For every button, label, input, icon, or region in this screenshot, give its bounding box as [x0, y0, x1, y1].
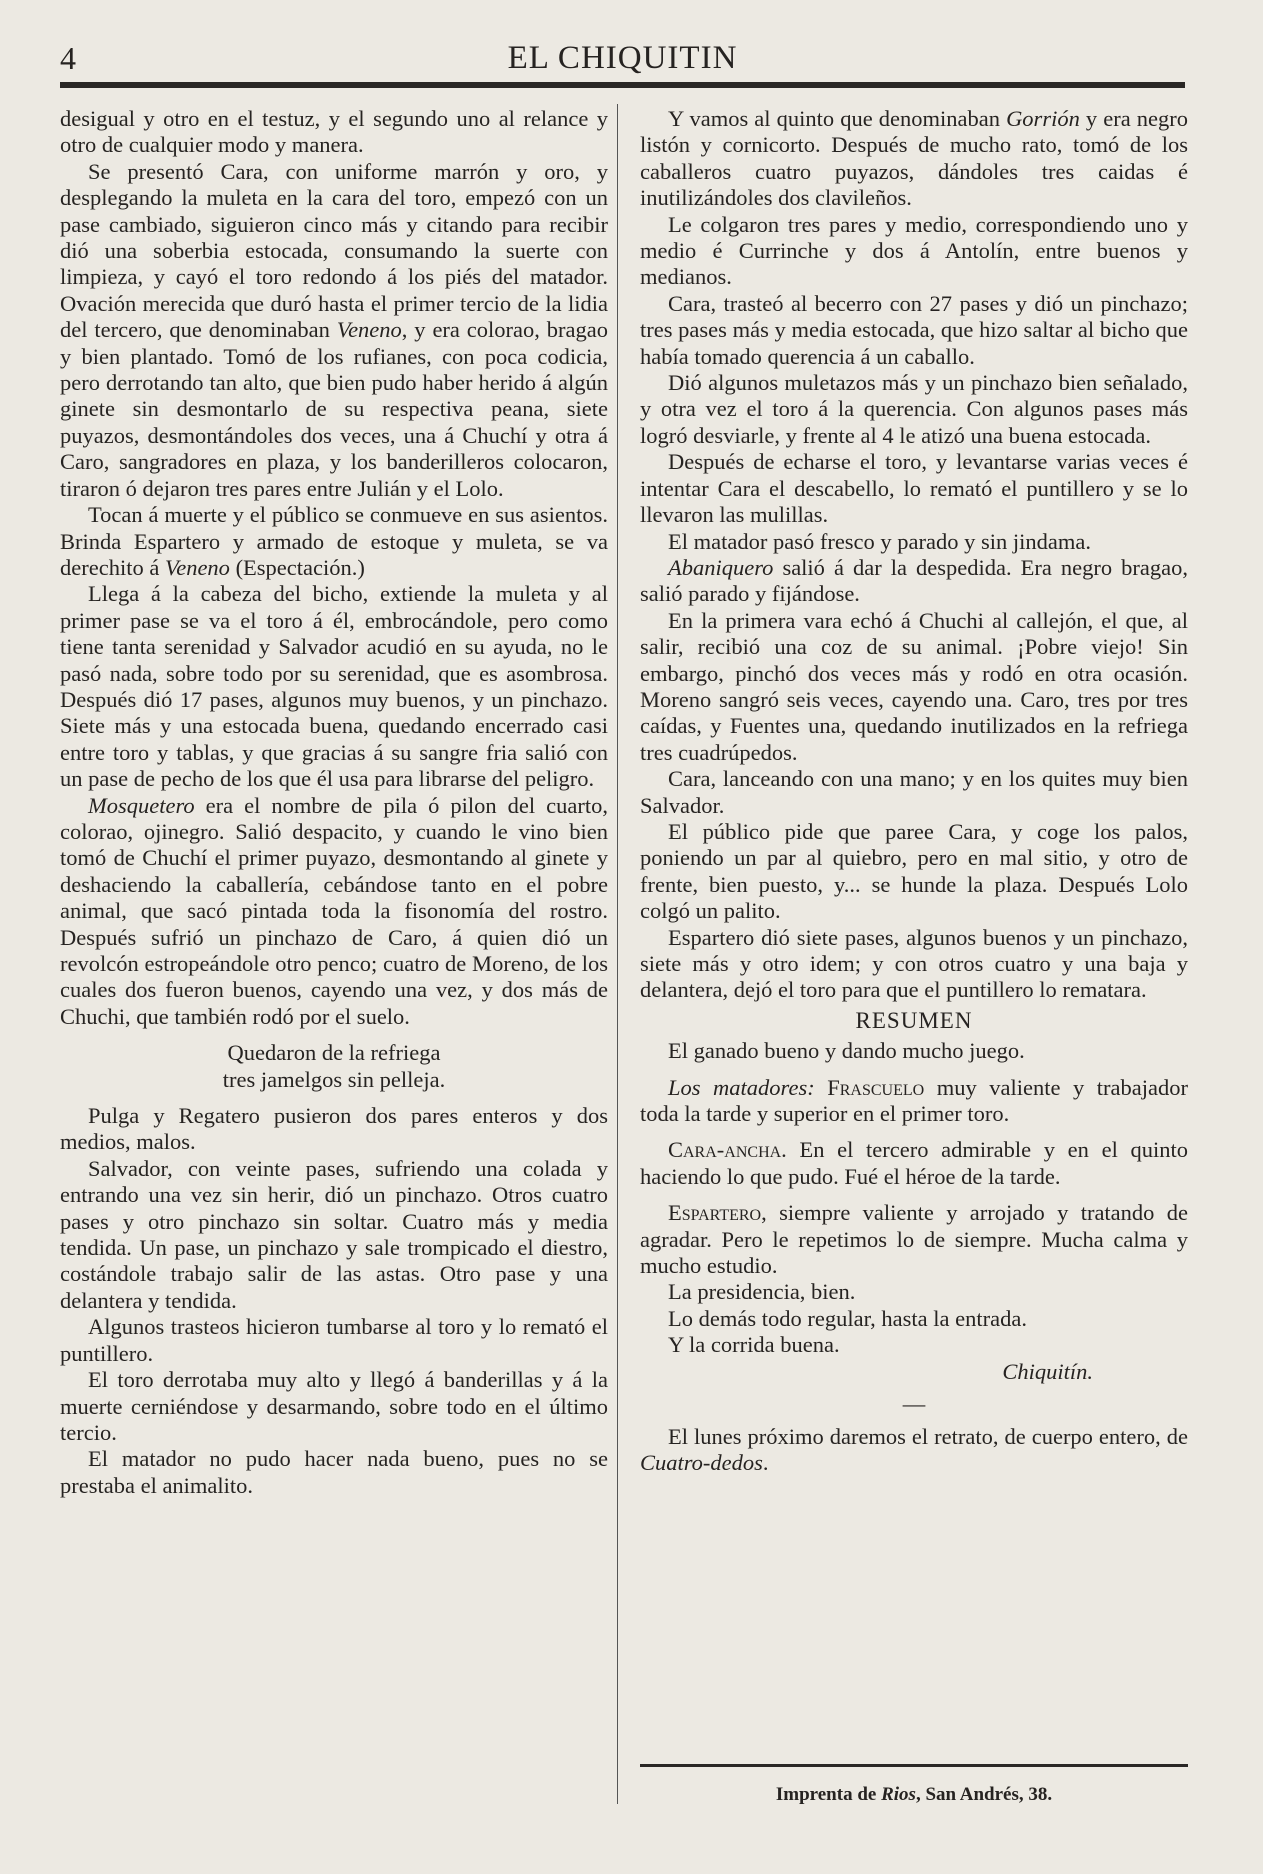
paragraph: El lunes próximo daremos el retrato, de cuerpo entero, de Cuatro-dedos. — [640, 1423, 1188, 1475]
bull-name: Veneno — [164, 554, 230, 580]
spacer — [640, 1190, 1188, 1200]
paragraph: Salvador, con veinte pases, sufriendo una colada y entrando una vez sin herir, dió un pinchazo. Otros cuatro pases y otro pinchazo sin soltar. Cuatro más y media tendida. Un pase, un pinchazo y sale trompicado el diestro, costándole trabajo salir de las astas. Otro pase y una delantera y tendida. — [60, 1155, 608, 1313]
summary-heading: RESUMEN — [855, 1007, 973, 1033]
bull-name: Abaniquero — [668, 554, 774, 580]
paragraph: Se presentó Cara, con uniforme marrón y oro, y desplegando la muleta en la cara del toro, empezó con un pase cambiado, siguieron cinco más y citando para recibir dió una soberbia estocada, consumando la suerte con limpieza, y cayó el toro redondo á los piés del matador. Ovación merecida que duró hasta el primer tercio de la lidia del tercero, que denominaban Veneno, y era colorao, bragao y bien plantado. Tomó de los rufianes, con poca codicia, pero derrotando tan alto, que bien pudo haber herido á algún ginete sin desmontarlo de su respectiva peana, siete puyazos, desmontándoles dos veces, una á Chuchí y otra á Caro, sangradores en plaza, y los banderilleros colocaron, tiraron ó dejaron tres pares entre Julián y el Lolo. — [60, 158, 608, 501]
verse-line: tres jamelgos sin pelleja. — [222, 1066, 446, 1092]
spacer — [640, 1127, 1188, 1137]
paragraph: Y vamos al quinto que denominaban Gorrión y era negro listón y cornicorto. Después de mucho rato, tomó de los caballeros cuatro puyazos, dándoles tres caidas é inutilizándoles dos clavileños. — [640, 106, 1188, 211]
paragraph: Llega á la cabeza del bicho, extiende la muleta y al primer pase se va el toro á él, embrocándole, pero como tiene tanta serenidad y Salvador acudió en su ayuda, no le pasó nada, sobre todo por su serenidad, que es asombrosa. Después dió 17 pases, algunos muy buenos, y un pinchazo. Siete más y una estocada buena, quedando encerrado casi entre toro y tablas, y que gracias á su sangre fria salió con un pase de pecho de los que él usa para librarse del peligro. — [60, 581, 608, 792]
paragraph: Cara, trasteó al becerro con 27 pases y dió un pinchazo; tres pases más y media estocada, que hizo saltar al bicho que había tomado querencia á un caballo. — [640, 290, 1188, 369]
paragraph: Espartero, siempre valiente y arrojado y tratando de agradar. Pero le repetimos lo de siempre. Mucha calma y mucho estudio. — [640, 1200, 1188, 1279]
matador-name: Espartero, — [668, 1200, 767, 1226]
paragraph: Cara-ancha. En el tercero admirable y en el quinto haciendo lo que pudo. Fué el héroe de la tarde. — [640, 1137, 1188, 1189]
matador-name: Frascuelo — [827, 1074, 925, 1100]
paragraph: Después de echarse el toro, y levantarse varias veces é intentar Cara el descabello, lo remató el puntillero y se lo llevaron las mulillas. — [640, 449, 1188, 528]
bull-name: Veneno — [336, 317, 402, 343]
paragraph: Espartero dió siete pases, algunos buenos y un pinchazo, siete más y otro idem; y con otros cuatro y una baja y delantera, dejó el toro para que el puntillero lo rematara. — [640, 924, 1188, 1003]
paragraph: Cara, lanceando con una mano; y en los quites muy bien Salvador. — [640, 766, 1188, 818]
spacer — [60, 1093, 608, 1103]
paragraph: Y la corrida buena. — [668, 1332, 840, 1358]
printer-imprint: Imprenta de Rios, San Andrés, 38. — [775, 1784, 1053, 1805]
paragraph: El ganado bueno y dando mucho juego. — [668, 1038, 1025, 1064]
signature: Chiquitín. — [1002, 1358, 1093, 1384]
paragraph: En la primera vara echó á Chuchi al callejón, el que, al salir, recibió una coz de su animal. ¡Pobre viejo! Sin embargo, pinchó dos veces más y rodó en otra ocasión. Moreno sangró seis veces, cayendo una. Caro, tres por tres caídas, y Fuentes una, quedando inutilizados en la refriega tres cuadrúpedos. — [640, 607, 1188, 765]
paragraph: Le colgaron tres pares y medio, correspondiendo uno y medio é Currinche y dos á Antolín, entre buenos y medianos. — [640, 211, 1188, 290]
page-header — [60, 40, 1185, 80]
paragraph: desigual y otro en el testuz, y el segundo uno al relance y otro de cualquier modo y manera. — [60, 106, 608, 158]
footer-rule — [640, 1764, 1188, 1767]
header-rule — [60, 82, 1185, 88]
spacer — [60, 1030, 608, 1040]
paragraph: Tocan á muerte y el público se conmueve en sus asientos. Brinda Espartero y armado de estoque y muleta, se va derechito á Veneno (Espectación.) — [60, 502, 608, 580]
paragraph: Los matadores: Frascuelo muy valiente y trabajador toda la tarde y superior en el primer toro. — [640, 1074, 1188, 1127]
paragraph: El público pide que paree Cara, y coge los palos, poniendo un par al quiebro, pero en mal sitio, y otro de frente, bien puesto, y... se hunde la plaza. Después Lolo colgó un palito. — [640, 818, 1188, 924]
page-number: 4 — [60, 40, 76, 76]
left-column — [60, 106, 608, 1499]
verse-line: Quedaron de la refriega — [227, 1040, 441, 1066]
paragraph: La presidencia, bien. — [668, 1279, 856, 1305]
paragraph: El matador no pudo hacer nada bueno, pues no se prestaba el animalito. — [60, 1446, 608, 1498]
paragraph: Mosquetero era el nombre de pila ó pilon del cuarto, colorao, ojinegro. Salió despacito, y cuando le vino bien tomó de Chuchí el primer puyazo, desmontando al ginete y deshaciendo la caballería, cebándose tanto en el pobre animal, que sacó pintada toda la fisonomía del rostro. Después sufrió un pinchazo de Caro, á quien dió un revolcón estropeándole otro penco; cuatro de Moreno, de los cuales dos fueron buenos, cayendo una vez, y dos más de Chuchi, que también rodó por el suelo. — [60, 792, 608, 1029]
paragraph: El toro derrotaba muy alto y llegó á banderillas y á la muerte cerniéndose y desarmando, sobre todo en el último tercio. — [60, 1367, 608, 1445]
column-divider — [617, 104, 618, 1804]
paragraph: Dió algunos muletazos más y un pinchazo bien señalado, y otra vez el toro á la querencia. Con algunos pases más logró desviarle, y frente al 4 le atizó una buena estocada. — [640, 370, 1188, 448]
publication-title: EL CHIQUITIN — [507, 40, 738, 76]
paragraph: Lo demás todo regular, hasta la entrada. — [668, 1305, 1027, 1331]
spacer — [640, 1065, 1188, 1075]
paragraph: El matador pasó fresco y parado y sin jindama. — [668, 528, 1091, 554]
separator-dash: — — [902, 1391, 926, 1417]
announced-name: Cuatro-dedos — [640, 1449, 763, 1475]
paragraph: Algunos trasteos hicieron tumbarse al toro y lo remató el puntillero. — [60, 1314, 608, 1366]
bull-name: Mosquetero — [88, 792, 195, 818]
bull-name: Gorrión — [1006, 106, 1080, 131]
matador-name: Cara-ancha. — [668, 1137, 787, 1163]
paragraph: Pulga y Regatero pusieron dos pares enteros y dos medios, malos. — [60, 1103, 608, 1155]
right-column — [640, 106, 1188, 1476]
paragraph: Abaniquero salió á dar la despedida. Era negro bragao, salió parado y fijándose. — [640, 554, 1188, 607]
